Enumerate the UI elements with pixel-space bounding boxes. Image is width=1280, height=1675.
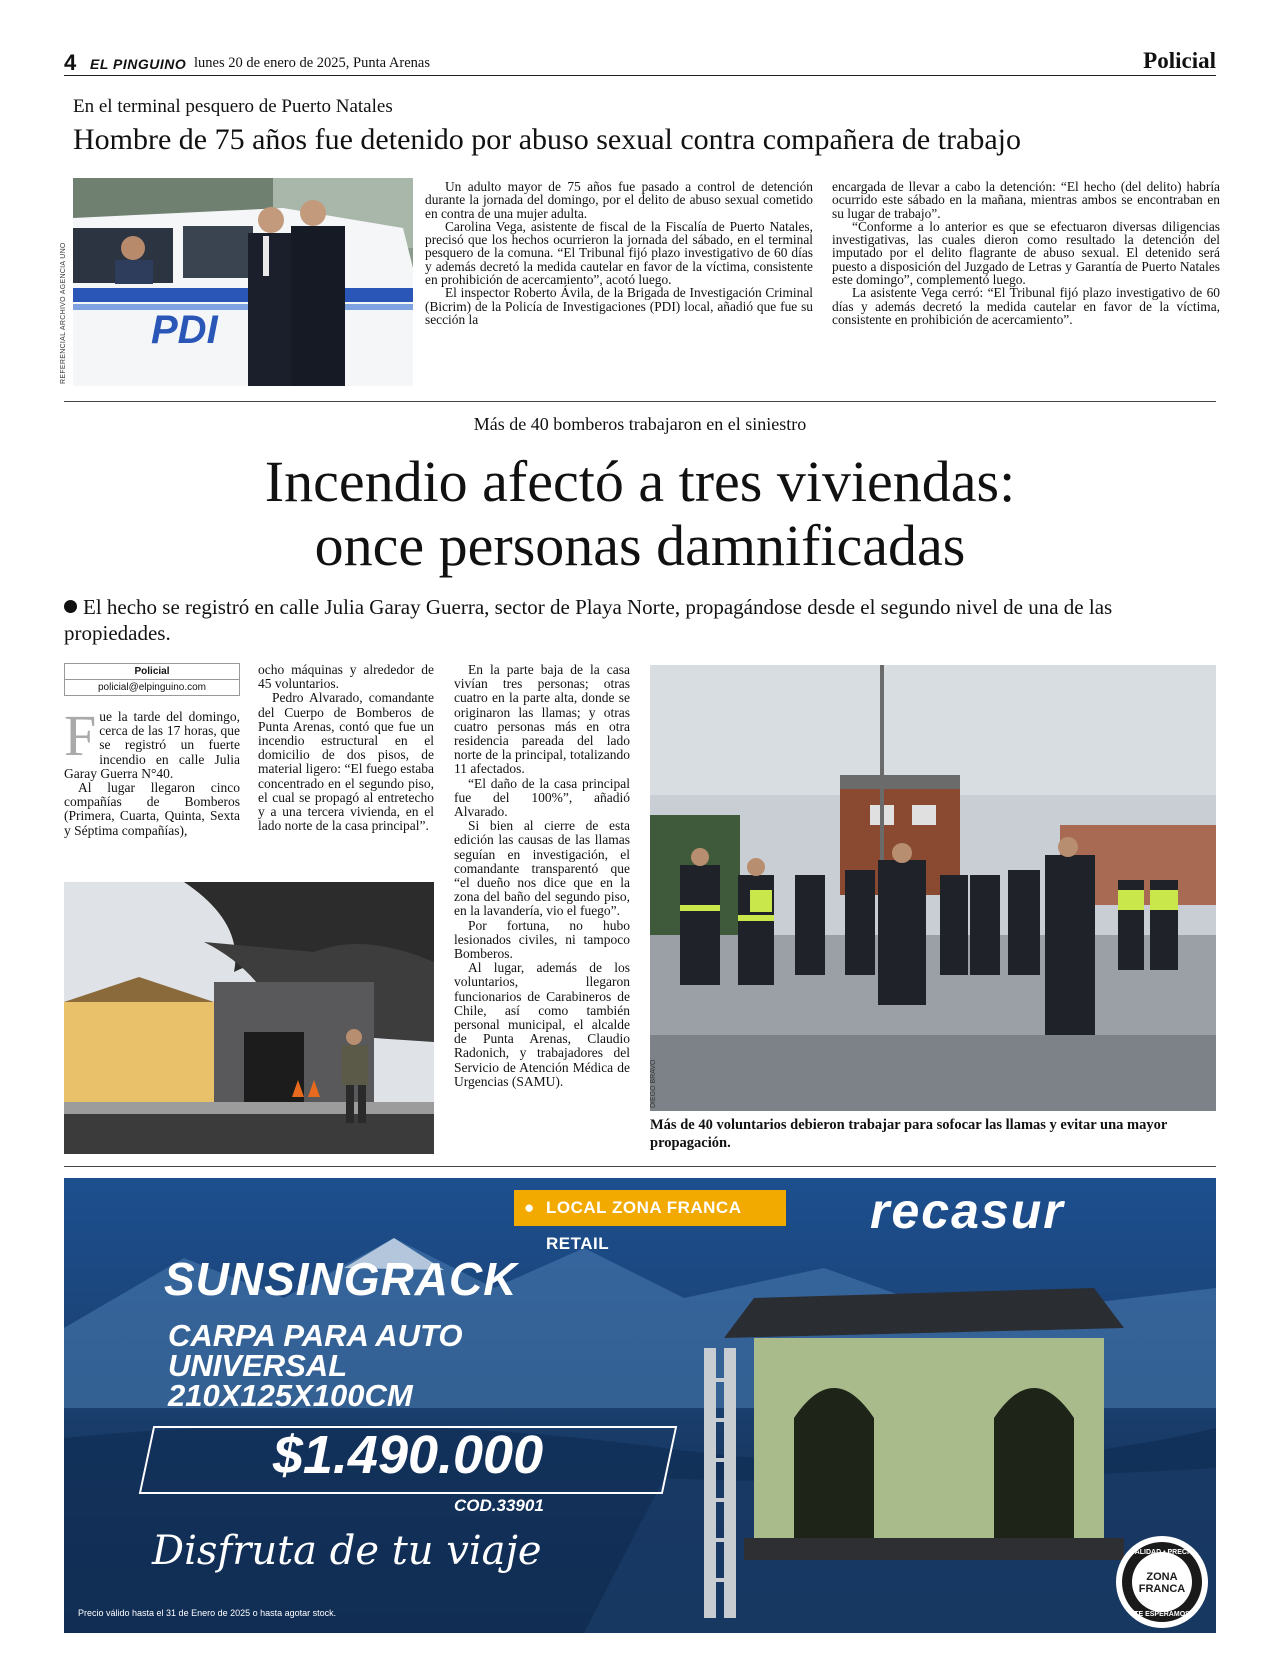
story2-paragraph: En la parte baja de la casa vivían tres personas; otras cuatro en la parte alta, donde se originaron las llamas; y otras cuatro personas más en otra residencia pareada del lado norte de la principal, totalizando 11 afectados. bbox=[454, 662, 630, 777]
ad-description-line: CARPA PARA AUTO bbox=[168, 1318, 463, 1353]
ad-location-banner bbox=[514, 1190, 786, 1253]
story1-paragraph: “Conforme a lo anterior es que se efectuaron diversas diligencias investigativas, las cuales dieron como resultado la detención del imputado por el delito flagrante de abuso sexual. El detenido será puesto a disposición del Juzgado de Letras y Garantía de Puerto Natales este domingo”, complementó luego. bbox=[832, 218, 1220, 288]
page-number: 4 bbox=[64, 50, 77, 75]
story2-paragraph: Si bien al cierre de esta edición las causas de las llamas seguían en investigación, el comandante transparentó que “el dueño nos dice que en la zona del baño del segundo piso, en la lavandería, vio el fuego”. bbox=[454, 818, 630, 919]
story2-paragraph: “El daño de la casa principal fue del 100%”, añadió Alvarado. bbox=[454, 775, 630, 820]
advertisement[interactable] bbox=[64, 1178, 1216, 1633]
zona-franca-seal-icon bbox=[1114, 1534, 1210, 1630]
byline-box bbox=[64, 663, 240, 696]
story2-photo-caption: Más de 40 voluntarios debieron trabajar para sofocar las llamas y evitar una mayor propagación. bbox=[650, 1117, 1168, 1151]
story1-column-2 bbox=[832, 180, 1220, 326]
newspaper-name: EL PINGUINO bbox=[90, 56, 187, 72]
ad-product-code: COD.33901 bbox=[454, 1496, 544, 1515]
byline-email: policial@elpinguino.com bbox=[98, 682, 206, 693]
ad-description-line: 210X125X100CM bbox=[168, 1378, 413, 1413]
story2-photo-smoke bbox=[64, 882, 434, 1154]
svg-text:PDI: PDI bbox=[151, 308, 218, 352]
story2-column-3 bbox=[454, 663, 630, 1089]
story2-paragraph: Al lugar, además de los voluntarios, llegaron funcionarios de Carabineros de Chile, así como también personal municipal, el alcalde de Punta Arenas, Claudio Radonich, y trabajadores del Servicio de Atención Médica de Urgencias (SAMU). bbox=[454, 960, 630, 1089]
story1-paragraph: El inspector Roberto Ávila, de la Brigada de Investigación Criminal (Bicrim) de la Policía de Investigaciones (PDI) local, añadió que fue su sección la bbox=[425, 285, 813, 327]
ad-fine-print: Precio válido hasta el 31 de Enero de 2025 o hasta agotar stock. bbox=[78, 1608, 337, 1618]
seal-mid-text: ZONA bbox=[1146, 1571, 1178, 1583]
seal-mid-text: FRANCA bbox=[1138, 1583, 1186, 1595]
section-divider bbox=[64, 401, 1216, 402]
ad-brand-logo: recasur bbox=[870, 1183, 1065, 1239]
ad-description-line: UNIVERSAL bbox=[168, 1348, 348, 1383]
story2-first-text: ue la tarde del domingo, cerca de las 17 horas, que se registró un fuerte incendio en calle Julia Garay Guerra N°40. bbox=[64, 709, 240, 781]
bullet-icon bbox=[64, 600, 77, 613]
story2-photo-credit: DIEGO BRAVO bbox=[650, 1059, 657, 1108]
story1-paragraph: Carolina Vega, asistente de fiscal de la Fiscalía de Puerto Natales, precisó que los hechos ocurrieron la jornada del sábado, en el terminal pesquero de la comuna. “El Tribunal fijó plazo investigativo de 60 días y además decretó la medida cautelar en favor de la víctima, consistente en prohibición de acercamiento”, acotó luego. bbox=[425, 218, 813, 288]
story2-paragraph: Pedro Alvarado, comandante del Cuerpo de Bomberos de Punta Arenas, contó que fue un incendio estructural en el domicilio de dos pisos, de material ligero: “El fuego estaba concentrado en el segundo piso, el cual se propagó al entretecho y a una tercera vivienda, en el lado norte de la casa principal”. bbox=[258, 690, 434, 834]
section-divider bbox=[64, 1166, 1216, 1167]
story2-kicker: Más de 40 bomberos trabajaron en el siniestro bbox=[473, 414, 807, 434]
section-name: Policial bbox=[1143, 48, 1216, 73]
story2-headline-line2: once personas damnificadas bbox=[314, 513, 966, 578]
date-line: lunes 20 de enero de 2025, Punta Arenas bbox=[194, 55, 430, 71]
story2-paragraph: Al lugar llegaron cinco compañías de Bomberos (Primera, Cuarta, Quinta, Sexta y Séptima compañías), bbox=[64, 780, 240, 838]
ad-product-name: SUNSINGRACK bbox=[164, 1253, 518, 1305]
story1-photo-credit: REFERENCIAL ARCHIVO AGENCIA UNO bbox=[60, 242, 67, 384]
story2-column-1 bbox=[64, 703, 240, 838]
seal-top-text: CALIDAD • PRECIO bbox=[1129, 1549, 1195, 1556]
ad-slogan: Disfruta de tu viaje bbox=[152, 1528, 542, 1574]
location-pin-icon: ● bbox=[524, 1198, 535, 1217]
story1-headline: Hombre de 75 años fue detenido por abuso sexual contra compañera de trabajo bbox=[73, 123, 1021, 156]
story1-photo-pdi-arrest bbox=[73, 178, 413, 386]
ad-location-text: LOCAL ZONA FRANCA RETAIL bbox=[546, 1198, 741, 1253]
ad-price: $1.490.000 bbox=[272, 1425, 544, 1485]
story2-paragraph bbox=[64, 703, 240, 781]
story2-lead bbox=[64, 594, 1220, 646]
story1-paragraph: La asistente Vega cerró: “El Tribunal fijó plazo investigativo de 60 días y además decretó la medida cautelar en favor de la víctima, consistente en prohibición de acercamiento”. bbox=[832, 285, 1220, 327]
story2-column-2 bbox=[258, 663, 434, 833]
story1-paragraph: encargada de llevar a cabo la detención: “El hecho (del delito) habría ocurrido este sábado en la mañana, mientras ambos se encontraban en su lugar de trabajo”. bbox=[832, 179, 1220, 221]
story1-column-1 bbox=[425, 180, 813, 326]
story2-headline-line1: Incendio afectó a tres viviendas: bbox=[264, 449, 1016, 514]
story1-kicker: En el terminal pesquero de Puerto Natales bbox=[73, 96, 393, 117]
drop-cap: F bbox=[64, 703, 97, 768]
story2-paragraph: Por fortuna, no hubo lesionados civiles, ni tampoco Bomberos. bbox=[454, 917, 630, 962]
page-header bbox=[64, 48, 1216, 76]
story2-paragraph: ocho máquinas y alrededor de 45 voluntarios. bbox=[258, 662, 434, 692]
story2-headline bbox=[0, 450, 1280, 578]
story1-paragraph: Un adulto mayor de 75 años fue pasado a control de detención durante la jornada del domingo, por el delito de abuso sexual cometido en contra de una mujer adulta. bbox=[425, 179, 813, 221]
story2-lead-text: El hecho se registró en calle Julia Garay Guerra, sector de Playa Norte, propagándose desde el segundo nivel de una de las propiedades. bbox=[64, 595, 1113, 645]
byline-section: Policial bbox=[65, 664, 239, 680]
seal-bottom-text: TE ESPERAMOS bbox=[1134, 1611, 1190, 1618]
story2-photo-firefighters bbox=[650, 665, 1216, 1111]
